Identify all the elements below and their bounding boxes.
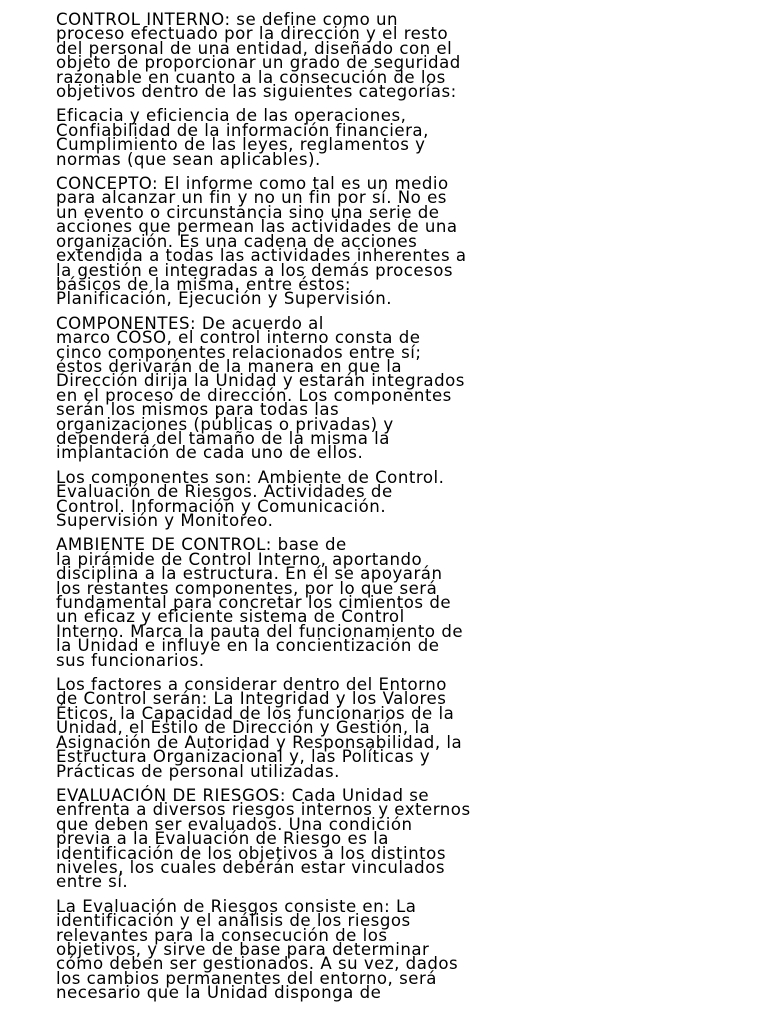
text-line: la pirámide de Control Interno, aportando	[56, 549, 423, 569]
paragraph	[56, 785, 720, 892]
text-line: AMBIENTE DE CONTROL: base de	[56, 535, 347, 555]
text-line: Planificación, Ejecución y Supervisión.	[56, 289, 393, 309]
text-line: en el proceso de dirección. Los componentes	[56, 385, 452, 405]
text-line: sus funcionarios.	[56, 650, 205, 670]
text-line: niveles, los cuales deberán estar vinculados	[56, 857, 445, 877]
paragraph	[56, 467, 720, 530]
text-line: la Unidad e influye en la concientización de	[56, 636, 440, 656]
text-line: CONTROL INTERNO: se define como un	[56, 10, 399, 29]
text-line: los cambios permanentes del entorno, será	[56, 968, 437, 988]
paragraph	[56, 10, 720, 102]
text-line: proceso efectuado por la dirección y el resto	[56, 24, 449, 44]
text-line: entre sí.	[56, 872, 129, 892]
text-line: Interno. Marca la pauta del funcionamiento de	[56, 621, 464, 641]
text-line: identificación de los objetivos a los distintos	[56, 843, 446, 863]
text-line: Cumplimiento de las leyes, reglamentos y	[56, 135, 426, 155]
text-line: Los factores a considerar dentro del Entorno	[56, 675, 447, 695]
text-line: previa a la Evaluación de Riesgo es la	[56, 829, 389, 849]
paragraph	[56, 535, 720, 670]
text-line: dependerá del tamaño de la misma la	[56, 428, 390, 448]
text-line: EVALUACIÓN DE RIESGOS: Cada Unidad se	[56, 785, 430, 805]
text-line: Los componentes son: Ambiente de Control.	[56, 467, 445, 487]
text-line: identificación y el análisis de los riesgos	[56, 911, 411, 931]
text-line: COMPONENTES: De acuerdo al	[56, 313, 324, 333]
text-line: Evaluación de Riesgos. Actividades de	[56, 482, 393, 502]
text-line: normas (que sean aplicables).	[56, 149, 321, 169]
text-line: implantación de cada uno de ellos.	[56, 443, 364, 463]
text-line: que deben ser evaluados. Una condición	[56, 814, 413, 834]
document-page	[56, 10, 720, 1011]
paragraph	[56, 106, 720, 169]
paragraph	[56, 675, 720, 781]
text-line: La Evaluación de Riesgos consiste en: La	[56, 896, 417, 916]
text-line: organización. Es una cadena de acciones	[56, 231, 418, 251]
text-line: organizaciones (públicas o privadas) y	[56, 414, 394, 434]
text-line: un evento o circunstancia sino una serie de	[56, 202, 440, 222]
text-line: Asignación de Autoridad y Responsabilidad, la	[56, 732, 463, 752]
text-line: Éticos, la Capacidad de los funcionarios de la	[56, 703, 455, 723]
text-line: fundamental para concretar los cimientos de	[56, 593, 452, 613]
text-line: disciplina a la estructura. En él se apoyarán	[56, 564, 443, 584]
text-line: objetivos dentro de las siguientes categorías:	[56, 82, 457, 102]
text-line: CONCEPTO: El informe como tal es un medio	[56, 174, 449, 194]
text-line: objeto de proporcionar un grado de seguridad	[56, 53, 461, 73]
text-line: Supervisión y Monitoreo.	[56, 511, 274, 530]
paragraph	[56, 896, 720, 1003]
text-line: cómo deben ser gestionados. A su vez, dados	[56, 954, 459, 974]
text-line: relevantes para la consecución de los	[56, 925, 388, 945]
paragraph	[56, 313, 720, 463]
text-line: de Control serán: La Integridad y los Valores	[56, 689, 447, 709]
text-line: Confiabilidad de la información financiera,	[56, 120, 429, 140]
text-line: Unidad, el Estilo de Dirección y Gestión, la	[56, 718, 431, 738]
text-line: cinco componentes relacionados entre sí;	[56, 342, 422, 362]
text-line: los restantes componentes, por lo que será	[56, 578, 438, 598]
text-line: extendida a todas las actividades inherentes a	[56, 246, 467, 266]
text-line: Control. Información y Comunicación.	[56, 496, 387, 516]
text-line: Prácticas de personal utilizadas.	[56, 761, 340, 781]
text-line: serán los mismos para todas las	[56, 400, 340, 420]
text-line: básicos de la misma, entre éstos:	[56, 274, 351, 294]
text-line: enfrenta a diversos riesgos internos y externos	[56, 800, 471, 820]
text-line: objetivos, y sirve de base para determinar	[56, 939, 430, 959]
text-line: necesario que la Unidad disponga de	[56, 983, 382, 1003]
text-line: para alcanzar un fin y no un fin por sí. No es	[56, 188, 447, 208]
text-line: Dirección dirija la Unidad y estarán integrados	[56, 371, 465, 391]
paragraph	[56, 174, 720, 309]
text-line: un eficaz y eficiente sistema de Control	[56, 607, 405, 627]
text-line: del personal de una entidad, diseñado con el	[56, 38, 453, 58]
text-line: razonable en cuanto a la consecución de los	[56, 67, 446, 87]
text-line: éstos derivarán de la manera en que la	[56, 356, 403, 376]
text-line: acciones que permean las actividades de una	[56, 217, 458, 237]
text-line: Eficacia y eficiencia de las operaciones,	[56, 106, 407, 126]
text-line: marco COSO, el control interno consta de	[56, 328, 421, 348]
text-line: Estructura Organizacional y, las Políticas y	[56, 747, 431, 767]
text-line: la gestión e integradas a los demás procesos	[56, 260, 454, 280]
